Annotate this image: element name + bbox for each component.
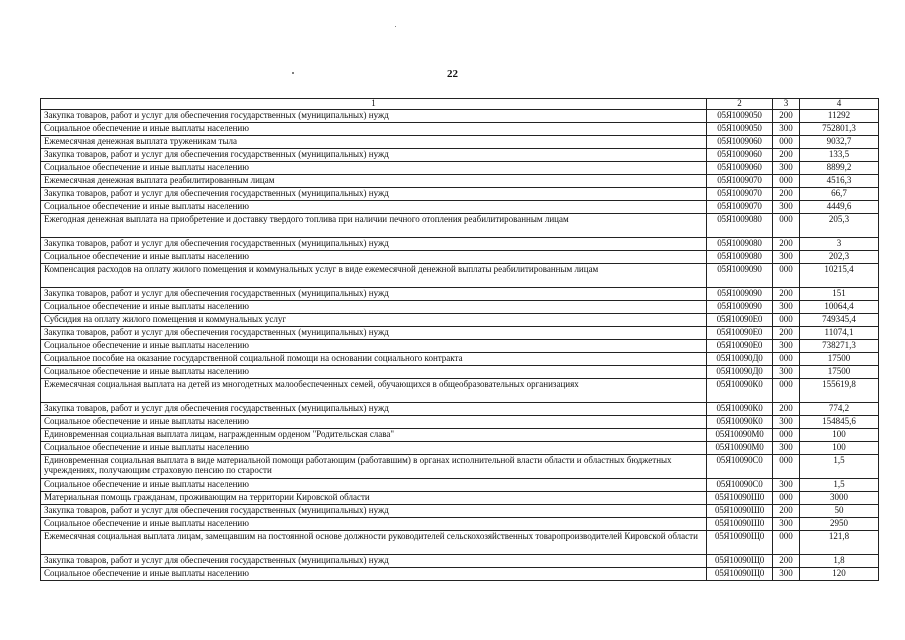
row-name-cell: Социальное обеспечение и иные выплаты населению	[41, 162, 707, 175]
row-sum-cell: 1,8	[800, 555, 879, 568]
row-sum-cell: 151	[800, 288, 879, 301]
page-number: 22	[447, 68, 458, 80]
row-code-cell: 05Я10090С0	[707, 455, 773, 479]
row-type-cell: 200	[773, 555, 800, 568]
row-code-cell: 05Я1009090	[707, 301, 773, 314]
row-code-cell: 05Я10090Щ0	[707, 531, 773, 555]
row-name-cell: Социальное обеспечение и иные выплаты населению	[41, 251, 707, 264]
row-sum-cell: 4516,3	[800, 175, 879, 188]
scan-speck	[395, 26, 396, 27]
row-type-cell: 000	[773, 379, 800, 403]
row-type-cell: 000	[773, 314, 800, 327]
row-sum-cell: 8899,2	[800, 162, 879, 175]
table-row	[41, 455, 879, 479]
row-sum-cell: 17500	[800, 366, 879, 379]
row-type-cell: 000	[773, 531, 800, 555]
row-code-cell: 05Я1009080	[707, 238, 773, 251]
table-row	[41, 188, 879, 201]
row-code-cell: 05Я10090С0	[707, 479, 773, 492]
row-name-cell: Социальное обеспечение и иные выплаты населению	[41, 340, 707, 353]
row-name-cell: Ежегодная денежная выплата на приобретение и доставку твердого топлива при наличии печного отопления реабилитированным лицам	[41, 214, 707, 238]
row-name-cell: Ежемесячная денежная выплата реабилитированным лицам	[41, 175, 707, 188]
table-row	[41, 479, 879, 492]
column-header-type: 3	[773, 99, 800, 110]
row-sum-cell: 66,7	[800, 188, 879, 201]
table-row	[41, 442, 879, 455]
table-row	[41, 264, 879, 288]
row-type-cell: 200	[773, 110, 800, 123]
row-code-cell: 05Я10090М0	[707, 429, 773, 442]
row-type-cell: 200	[773, 403, 800, 416]
row-name-cell: Социальное обеспечение и иные выплаты населению	[41, 301, 707, 314]
row-name-cell: Закупка товаров, работ и услуг для обеспечения государственных (муниципальных) нужд	[41, 238, 707, 251]
table-header-row	[41, 99, 879, 110]
row-name-cell: Социальное обеспечение и иные выплаты населению	[41, 442, 707, 455]
row-code-cell: 05Я1009090	[707, 288, 773, 301]
column-header-sum: 4	[800, 99, 879, 110]
row-sum-cell: 154845,6	[800, 416, 879, 429]
row-name-cell: Социальное обеспечение и иные выплаты населению	[41, 568, 707, 581]
row-type-cell: 200	[773, 149, 800, 162]
row-type-cell: 000	[773, 492, 800, 505]
table-row	[41, 505, 879, 518]
row-type-cell: 200	[773, 505, 800, 518]
row-type-cell: 300	[773, 479, 800, 492]
row-code-cell: 05Я10090Ш0	[707, 505, 773, 518]
row-sum-cell: 738271,3	[800, 340, 879, 353]
row-sum-cell: 9032,7	[800, 136, 879, 149]
row-sum-cell: 3000	[800, 492, 879, 505]
row-code-cell: 05Я10090М0	[707, 442, 773, 455]
row-type-cell: 200	[773, 327, 800, 340]
row-name-cell: Закупка товаров, работ и услуг для обеспечения государственных (муниципальных) нужд	[41, 288, 707, 301]
row-type-cell: 200	[773, 188, 800, 201]
row-code-cell: 05Я1009070	[707, 201, 773, 214]
row-code-cell: 05Я10090Ш0	[707, 492, 773, 505]
table-row	[41, 327, 879, 340]
table-row	[41, 568, 879, 581]
row-name-cell: Социальное обеспечение и иные выплаты населению	[41, 416, 707, 429]
column-header-name: 1	[41, 99, 707, 110]
column-header-code: 2	[707, 99, 773, 110]
row-sum-cell: 202,3	[800, 251, 879, 264]
row-type-cell: 000	[773, 136, 800, 149]
table-row	[41, 492, 879, 505]
table-body	[41, 99, 879, 581]
row-sum-cell: 11074,1	[800, 327, 879, 340]
table-row	[41, 416, 879, 429]
row-code-cell: 05Я1009080	[707, 251, 773, 264]
row-type-cell: 000	[773, 429, 800, 442]
table-row	[41, 251, 879, 264]
table-row	[41, 214, 879, 238]
row-name-cell: Социальное обеспечение и иные выплаты населению	[41, 366, 707, 379]
row-code-cell: 05Я1009090	[707, 264, 773, 288]
row-type-cell: 300	[773, 301, 800, 314]
row-code-cell: 05Я10090Е0	[707, 314, 773, 327]
row-code-cell: 05Я10090Ш0	[707, 518, 773, 531]
table-row	[41, 149, 879, 162]
table-row	[41, 353, 879, 366]
row-type-cell: 300	[773, 416, 800, 429]
row-sum-cell: 4449,6	[800, 201, 879, 214]
table-row	[41, 288, 879, 301]
table-row	[41, 403, 879, 416]
table-row	[41, 238, 879, 251]
table-row	[41, 314, 879, 327]
row-sum-cell: 2950	[800, 518, 879, 531]
row-type-cell: 300	[773, 518, 800, 531]
row-sum-cell: 100	[800, 429, 879, 442]
row-type-cell: 300	[773, 340, 800, 353]
row-type-cell: 200	[773, 238, 800, 251]
row-code-cell: 05Я1009080	[707, 214, 773, 238]
row-sum-cell: 17500	[800, 353, 879, 366]
row-type-cell: 000	[773, 264, 800, 288]
row-sum-cell: 1,5	[800, 455, 879, 479]
table-row	[41, 301, 879, 314]
table-row	[41, 555, 879, 568]
row-type-cell: 000	[773, 214, 800, 238]
table-row	[41, 175, 879, 188]
row-name-cell: Закупка товаров, работ и услуг для обеспечения государственных (муниципальных) нужд	[41, 110, 707, 123]
row-name-cell: Ежемесячная денежная выплата труженикам тыла	[41, 136, 707, 149]
row-code-cell: 05Я10090Д0	[707, 366, 773, 379]
row-sum-cell: 133,5	[800, 149, 879, 162]
row-name-cell: Социальное пособие на оказание государственной социальной помощи на основании социального контракта	[41, 353, 707, 366]
row-code-cell: 05Я1009070	[707, 175, 773, 188]
row-name-cell: Социальное обеспечение и иные выплаты населению	[41, 201, 707, 214]
row-sum-cell: 100	[800, 442, 879, 455]
row-sum-cell: 155619,8	[800, 379, 879, 403]
row-code-cell: 05Я1009050	[707, 110, 773, 123]
row-type-cell: 300	[773, 251, 800, 264]
row-type-cell: 000	[773, 353, 800, 366]
table-row	[41, 340, 879, 353]
row-name-cell: Ежемесячная социальная выплата на детей из многодетных малообеспеченных семей, обучающихся в общеобразовательных организациях	[41, 379, 707, 403]
budget-table	[40, 98, 879, 581]
row-type-cell: 300	[773, 442, 800, 455]
row-code-cell: 05Я1009070	[707, 188, 773, 201]
row-name-cell: Закупка товаров, работ и услуг для обеспечения государственных (муниципальных) нужд	[41, 555, 707, 568]
table-row	[41, 136, 879, 149]
row-type-cell: 300	[773, 568, 800, 581]
row-type-cell: 300	[773, 123, 800, 136]
row-sum-cell: 3	[800, 238, 879, 251]
row-sum-cell: 11292	[800, 110, 879, 123]
row-name-cell: Закупка товаров, работ и услуг для обеспечения государственных (муниципальных) нужд	[41, 188, 707, 201]
row-sum-cell: 10215,4	[800, 264, 879, 288]
row-name-cell: Закупка товаров, работ и услуг для обеспечения государственных (муниципальных) нужд	[41, 327, 707, 340]
row-name-cell: Ежемесячная социальная выплата лицам, замещавшим на постоянной основе должности руководителей сельскохозяйственных товаропроизводителей Кировской области	[41, 531, 707, 555]
row-sum-cell: 10064,4	[800, 301, 879, 314]
row-code-cell: 05Я10090Е0	[707, 327, 773, 340]
row-name-cell: Материальная помощь гражданам, проживающим на территории Кировской области	[41, 492, 707, 505]
table-row	[41, 110, 879, 123]
row-sum-cell: 120	[800, 568, 879, 581]
table-row	[41, 366, 879, 379]
row-code-cell: 05Я1009050	[707, 123, 773, 136]
row-type-cell: 300	[773, 366, 800, 379]
row-name-cell: Единовременная социальная выплата лицам, награжденным орденом "Родительская слава"	[41, 429, 707, 442]
row-name-cell: Компенсация расходов на оплату жилого помещения и коммунальных услуг в виде ежемесячной денежной выплаты реабилитированным лицам	[41, 264, 707, 288]
row-name-cell: Социальное обеспечение и иные выплаты населению	[41, 123, 707, 136]
row-type-cell: 300	[773, 201, 800, 214]
row-name-cell: Социальное обеспечение и иные выплаты населению	[41, 518, 707, 531]
row-name-cell: Субсидия на оплату жилого помещения и коммунальных услуг	[41, 314, 707, 327]
table-row	[41, 162, 879, 175]
row-code-cell: 05Я10090Д0	[707, 353, 773, 366]
table-row	[41, 201, 879, 214]
row-code-cell: 05Я1009060	[707, 162, 773, 175]
row-code-cell: 05Я10090Щ0	[707, 555, 773, 568]
row-name-cell: Закупка товаров, работ и услуг для обеспечения государственных (муниципальных) нужд	[41, 403, 707, 416]
table-row	[41, 123, 879, 136]
row-code-cell: 05Я1009060	[707, 149, 773, 162]
row-name-cell: Закупка товаров, работ и услуг для обеспечения государственных (муниципальных) нужд	[41, 149, 707, 162]
table-row	[41, 379, 879, 403]
row-type-cell: 000	[773, 455, 800, 479]
row-sum-cell: 752801,3	[800, 123, 879, 136]
row-sum-cell: 121,8	[800, 531, 879, 555]
row-type-cell: 000	[773, 175, 800, 188]
row-code-cell: 05Я10090К0	[707, 403, 773, 416]
row-code-cell: 05Я10090Щ0	[707, 568, 773, 581]
row-code-cell: 05Я10090К0	[707, 379, 773, 403]
row-sum-cell: 774,2	[800, 403, 879, 416]
row-name-cell: Единовременная социальная выплата в виде материальной помощи работающим (работавшим) в органах исполнительной власти области и областных бюджетных учреждениях, получающим страховую пенсию по старости	[41, 455, 707, 479]
row-code-cell: 05Я1009060	[707, 136, 773, 149]
table-row	[41, 531, 879, 555]
row-sum-cell: 749345,4	[800, 314, 879, 327]
row-code-cell: 05Я10090К0	[707, 416, 773, 429]
row-type-cell: 200	[773, 288, 800, 301]
table-row	[41, 518, 879, 531]
row-type-cell: 300	[773, 162, 800, 175]
row-sum-cell: 1,5	[800, 479, 879, 492]
row-name-cell: Социальное обеспечение и иные выплаты населению	[41, 479, 707, 492]
row-sum-cell: 50	[800, 505, 879, 518]
row-code-cell: 05Я10090Е0	[707, 340, 773, 353]
table-row	[41, 429, 879, 442]
row-sum-cell: 205,3	[800, 214, 879, 238]
row-name-cell: Закупка товаров, работ и услуг для обеспечения государственных (муниципальных) нужд	[41, 505, 707, 518]
